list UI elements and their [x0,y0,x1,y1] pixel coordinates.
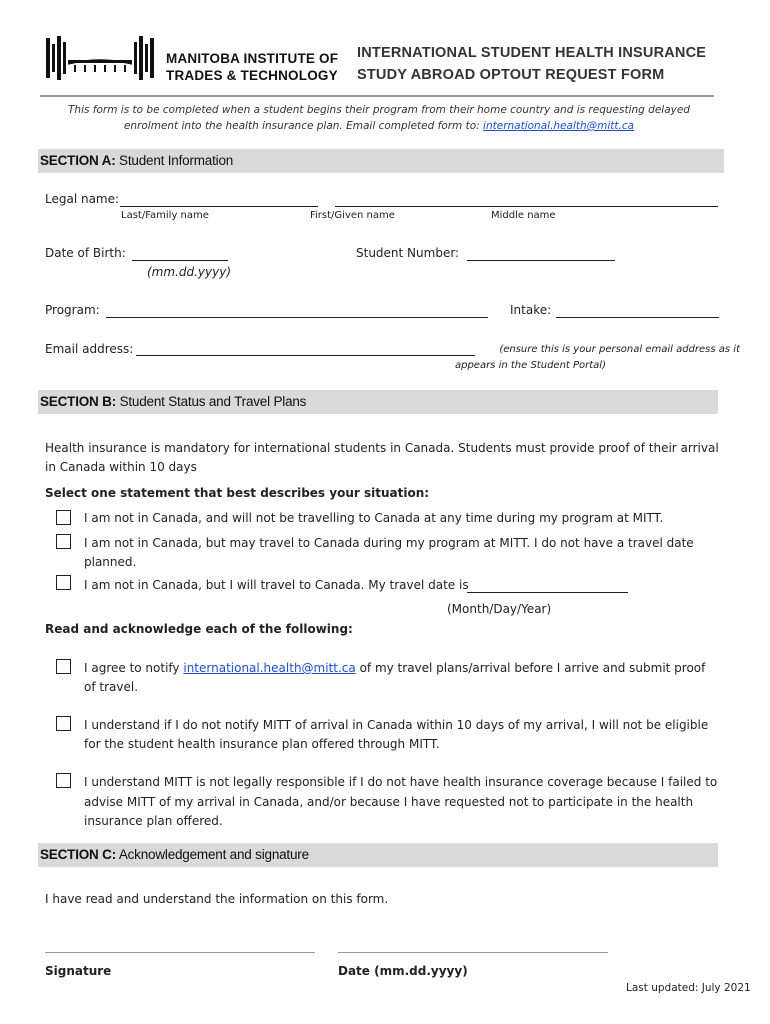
section-c-label: SECTION C: [40,847,117,862]
signature-label: Signature [45,964,112,978]
ack-1-line-1 [84,659,744,678]
travel-date-field[interactable] [467,592,628,593]
program-label: Program: [45,303,100,317]
email-note-line-1: (ensure this is your personal email address as it [499,344,740,355]
mandatory-line-1: Health insurance is mandatory for international students in Canada. Students must provide proof of their arrival [45,441,719,455]
ack-1-line-2: of travel. [84,680,139,694]
last-name-field[interactable] [120,206,318,207]
student-number-label: Student Number: [356,246,460,260]
section-c-header [38,843,718,867]
option-2-text [84,534,744,572]
ack-3-text [84,773,744,832]
ack-heading: Read and acknowledge each of the following: [45,622,353,636]
option-2-checkbox[interactable] [56,534,71,549]
ack-3-line-2: advise MITT of my arrival in Canada, and/or because I have requested not to participate in the health [84,794,694,809]
option-3-text: I am not in Canada, but I will travel to Canada. My travel date is [84,578,469,592]
ack-1-checkbox[interactable] [56,659,71,674]
signature-date-field[interactable] [338,952,608,953]
ack-3-line-3: insurance plan offered. [84,814,223,828]
select-heading: Select one statement that best describes your situation: [45,486,430,500]
first-name-caption: First/Given name [310,210,395,221]
section-a-title [38,149,724,173]
last-updated: Last updated: July 2021 [626,982,751,994]
institution-name [166,50,338,84]
mitt-logo [44,34,156,82]
signature-field[interactable] [45,952,315,953]
option-1-text: I am not in Canada, and will not be travelling to Canada at any time during my program at MITT. [84,511,664,525]
mandatory-line-2: in Canada within 10 days [45,460,197,474]
header-divider [40,95,714,97]
email-note [440,342,740,374]
acknowledgement-statement: I have read and understand the information on this form. [45,892,389,906]
section-b-title [38,390,718,414]
dob-field[interactable] [132,260,228,261]
travel-date-format: (Month/Day/Year) [447,602,552,616]
ack-2-checkbox[interactable] [56,716,71,731]
intro-text [40,102,718,134]
ack-1-email-link[interactable]: international.health@mitt.ca [183,661,356,675]
ack-1-prefix: I agree to notify [84,661,184,675]
intro-line-2 [40,118,718,134]
form-title [357,42,706,86]
section-b-header [38,390,718,414]
section-a-header [38,149,724,173]
last-name-caption: Last/Family name [121,210,209,221]
bridge-logo-icon [44,34,156,82]
mandatory-notice [45,439,745,477]
email-address-field[interactable] [136,355,475,356]
signature-date-label: Date (mm.dd.yyyy) [338,964,468,978]
form-title-line-2: STUDY ABROAD OPTOUT REQUEST FORM [357,67,665,83]
ack-2-text [84,716,744,754]
ack-2-line-2: for the student health insurance plan offered through MITT. [84,737,440,751]
ack-2-line-1: I understand if I do not notify MITT of arrival in Canada within 10 days of my arrival, I will not be eligible [84,718,709,732]
student-number-field[interactable] [467,260,615,261]
intake-label: Intake: [510,303,552,317]
institution-line-1: MANITOBA INSTITUTE OF [166,51,339,66]
option-2-line-2: planned. [84,555,137,569]
first-middle-name-field[interactable] [335,206,718,207]
program-field[interactable] [106,317,488,318]
ack-3-line-1: I understand MITT is not legally responsible if I do not have health insurance coverage because I failed to [84,775,718,789]
ack-1-text [84,659,744,697]
dob-label: Date of Birth: [45,246,126,260]
section-a-label: SECTION A: [40,153,116,168]
institution-line-2: TRADES & TECHNOLOGY [166,68,338,83]
option-1-checkbox[interactable] [56,510,71,525]
section-a-label-rest: Student Information [115,153,234,168]
section-c-label-rest: Acknowledgement and signature [116,847,309,862]
legal-name-label: Legal name: [45,192,120,206]
email-note-line-2: appears in the Student Portal) [454,360,606,371]
dob-format-hint: (mm.dd.yyyy) [147,265,232,279]
section-c-title [38,843,718,867]
intro-line-1: This form is to be completed when a student begins their program from their home country and is requesting delayed [68,104,690,116]
section-b-label-rest: Student Status and Travel Plans [116,394,307,409]
email-address-label: Email address: [45,342,134,356]
intro-email-link[interactable]: international.health@mitt.ca [483,120,635,132]
middle-name-caption: Middle name [491,210,556,221]
intake-field[interactable] [556,317,719,318]
intro-line-2-text: enrolment into the health insurance plan. Email completed form to: [123,120,484,132]
section-b-label: SECTION B: [40,394,117,409]
ack-1-suffix: of my travel plans/arrival before I arrive and submit proof [355,661,706,675]
option-2-line-1: I am not in Canada, but may travel to Canada during my program at MITT. I do not have a travel date [84,536,694,550]
option-3-checkbox[interactable] [56,575,71,590]
form-title-line-1: INTERNATIONAL STUDENT HEALTH INSURANCE [357,45,707,61]
ack-3-checkbox[interactable] [56,773,71,788]
